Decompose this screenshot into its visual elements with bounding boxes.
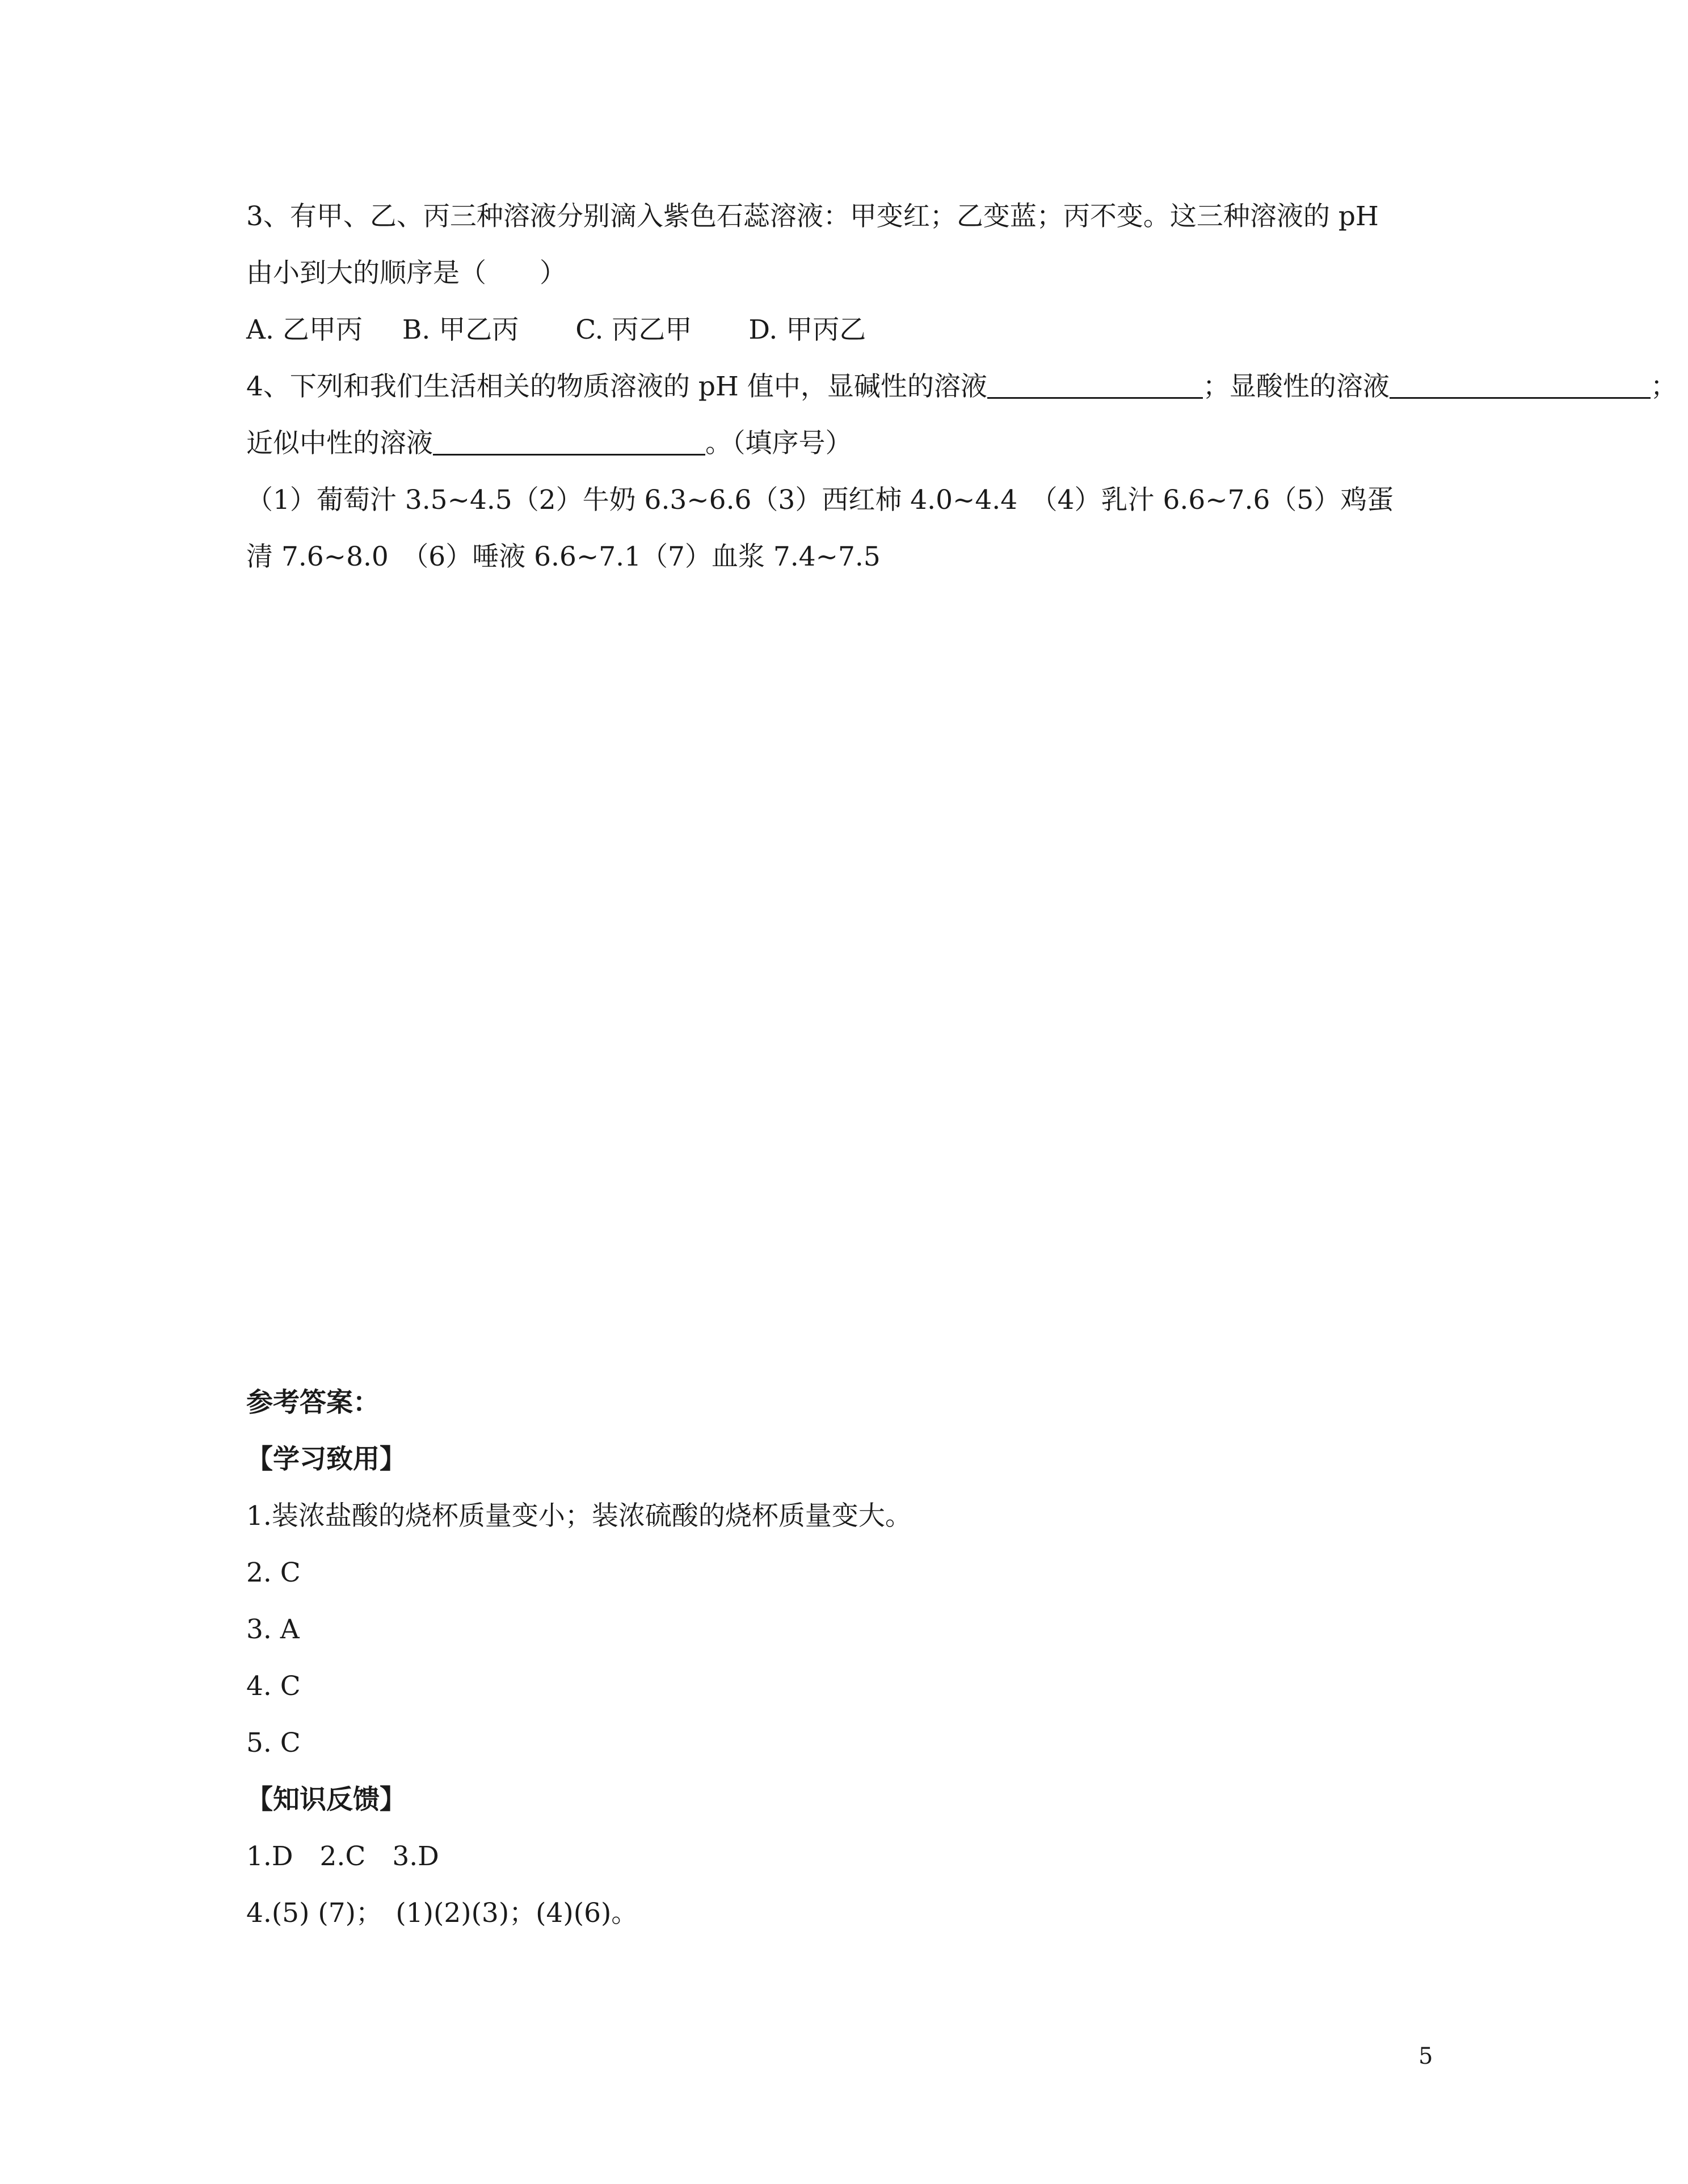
q3-option-d: D. 甲丙乙	[748, 314, 866, 345]
answers-section2-item-2: 4.(5) (7)； (1)(2)(3)；(4)(6)。	[246, 1898, 638, 1929]
q4-text-part2: ；显酸性的溶液	[1202, 371, 1390, 402]
q4-line1	[246, 370, 1677, 404]
answers-section1-item-1: 1.装浓盐酸的烧杯质量变小；装浓硫酸的烧杯质量变大。	[246, 1500, 912, 1532]
q4-blank-alkaline[interactable]	[987, 371, 1203, 399]
q3-line1: 3、有甲、乙、丙三种溶液分别滴入紫色石蕊溶液：甲变红；乙变蓝；丙不变。这三种溶液的 pH	[246, 201, 1379, 232]
answers-section1-item-5: 5. C	[246, 1727, 301, 1759]
q4-text-part3: ；	[1650, 371, 1677, 402]
answers-section1-item-2: 2. C	[246, 1557, 301, 1588]
q4-text-part1: 4、下列和我们生活相关的物质溶液的 pH 值中，显碱性的溶液	[246, 371, 987, 402]
answers-section1-item-4: 4. C	[246, 1671, 301, 1702]
q3-option-b: B. 甲乙丙	[402, 314, 519, 345]
q4-line2	[246, 427, 852, 461]
answers-heading: 参考答案：	[246, 1387, 380, 1418]
q3-options	[246, 313, 866, 347]
q4-items-line1: （1）葡萄汁 3.5~4.5（2）牛奶 6.3~6.6（3）西红柿 4.0~4.4 （4）乳汁 6.6~7.6（5）鸡蛋	[246, 484, 1394, 516]
q3-line2: 由小到大的顺序是（ ）	[246, 258, 566, 289]
q4-text-part5: 。（填序号）	[705, 428, 852, 459]
q4-text-part4: 近似中性的溶液	[246, 428, 433, 459]
q4-blank-neutral[interactable]	[433, 428, 705, 456]
answers-section1-item-3: 3. A	[246, 1614, 300, 1645]
answers-section2-item-1: 1.D 2.C 3.D	[246, 1841, 439, 1872]
q3-option-a: A. 乙甲丙	[246, 314, 363, 345]
q4-blank-acidic[interactable]	[1390, 371, 1651, 399]
answers-section1-title: 【学习致用】	[246, 1444, 406, 1475]
q4-items-line2: 清 7.6~8.0 （6）唾液 6.6~7.1（7）血浆 7.4~7.5	[246, 541, 881, 572]
answers-section2-title: 【知识反馈】	[246, 1784, 406, 1815]
q3-option-c: C. 丙乙甲	[575, 314, 692, 345]
page-number: 5	[1418, 2043, 1433, 2069]
